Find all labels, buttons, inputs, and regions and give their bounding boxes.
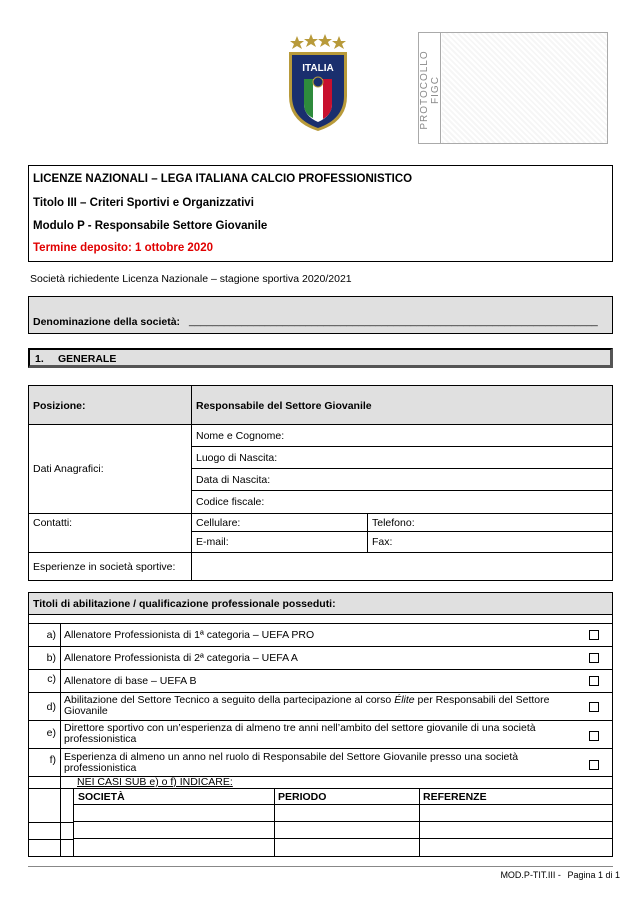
col-header-referenze: REFERENZE (419, 789, 613, 805)
section-1-number: 1. (35, 353, 44, 365)
table-row[interactable] (74, 822, 613, 839)
checkbox-uefa-pro[interactable] (589, 630, 599, 640)
list-item (29, 693, 612, 721)
italia-shield-icon (284, 34, 352, 132)
table-row[interactable] (74, 839, 613, 856)
item-letter: c) (47, 673, 56, 685)
posizione-value: Responsabile del Settore Giovanile (191, 386, 611, 425)
denominazione-box (28, 296, 613, 334)
header-box (28, 165, 613, 262)
nei-casi-label: NEI CASI SUB e) o f) INDICARE: (77, 776, 233, 788)
data-nascita-field[interactable]: Data di Nascita: (192, 469, 612, 491)
telefono-field[interactable]: Telefono: (368, 514, 612, 532)
footer (420, 870, 620, 880)
item-letter: f) (49, 754, 56, 766)
header-termine: Termine deposito: 1 ottobre 2020 (33, 242, 213, 254)
section-1-title: GENERALE (58, 353, 117, 365)
cellulare-field[interactable]: Cellulare: (192, 514, 368, 532)
titoli-table (28, 592, 613, 857)
nei-casi-row (29, 777, 612, 789)
figc-logo (284, 34, 352, 132)
item-text: Esperienza di almeno un anno nel ruolo di Responsabile del Settore Giovanile presso una società professionistica (64, 751, 519, 774)
section-1-header (28, 348, 613, 368)
protocol-label: PROTOCOLLO FIGC (419, 50, 441, 130)
general-table (28, 385, 613, 581)
item-letter: b) (46, 652, 56, 664)
titoli-header: Titoli di abilitazione / qualificazione professionale posseduti: (29, 593, 612, 615)
denominazione-label: Denominazione della società: (33, 316, 181, 328)
protocol-box (418, 32, 608, 144)
esperienze-label: Esperienze in società sportive: (33, 561, 176, 573)
dati-anagrafici-label: Dati Anagrafici: (33, 463, 104, 475)
header-titolo: Titolo III – Criteri Sportivi e Organizzativi (33, 197, 254, 209)
row-divider (29, 822, 73, 823)
header-title: LICENZE NAZIONALI – LEGA ITALIANA CALCIO PROFESSIONISTICO (33, 173, 413, 185)
checkbox-uefa-b[interactable] (589, 676, 599, 686)
footer-rule (28, 866, 613, 867)
table-row[interactable] (74, 805, 613, 822)
list-item (29, 670, 612, 693)
list-item (29, 721, 612, 749)
posizione-label: Posizione: (33, 399, 86, 412)
esperienze-field[interactable] (192, 553, 612, 581)
footer-page: Pagina 1 di 1 (567, 870, 620, 880)
header-modulo: Modulo P - Responsabile Settore Giovanile (33, 220, 268, 232)
protocol-stamp-area (442, 33, 607, 143)
col-header-periodo: PERIODO (274, 789, 419, 805)
item-text: Allenatore Professionista di 2ª categoria – UEFA A (64, 652, 298, 664)
protocol-label-strip (419, 33, 441, 143)
item-text: Abilitazione del Settore Tecnico a seguito della partecipazione al corso Élite per Responsabili del Settore Giovanile (64, 694, 550, 717)
list-item (29, 647, 612, 670)
luogo-nascita-field[interactable]: Luogo di Nascita: (192, 447, 612, 469)
item-letter: d) (46, 701, 56, 713)
checkbox-uefa-a[interactable] (589, 653, 599, 663)
footer-code: MOD.P-TIT.III - (500, 870, 561, 880)
item-text: Allenatore di base – UEFA B (64, 675, 197, 687)
item-text: Allenatore Professionista di 1ª categoria – UEFA PRO (64, 629, 315, 641)
item-letter: e) (46, 727, 56, 739)
row-divider (29, 839, 73, 840)
list-item (29, 749, 612, 777)
email-field[interactable]: E-mail: (192, 532, 368, 552)
svg-text:ITALIA: ITALIA (302, 63, 334, 74)
codice-fiscale-field[interactable]: Codice fiscale: (196, 496, 265, 508)
denominazione-field[interactable]: ______________________________________________________________________ (189, 315, 598, 327)
nome-cognome-field[interactable]: Nome e Cognome: (192, 425, 612, 447)
fax-field[interactable]: Fax: (372, 536, 393, 548)
col-header-societa: SOCIETÀ (74, 789, 274, 805)
list-item (29, 624, 612, 647)
referenze-table (73, 789, 612, 856)
contatti-label: Contatti: (33, 517, 73, 529)
societa-richiedente: Società richiedente Licenza Nazionale – stagione sportiva 2020/2021 (30, 273, 352, 285)
item-text: Direttore sportivo con un’esperienza di almeno tre anni nell’ambito del settore giovanile di una società professionistica (64, 722, 536, 745)
checkbox-direttore[interactable] (589, 731, 599, 741)
checkbox-esperienza[interactable] (589, 760, 599, 770)
checkbox-elite[interactable] (589, 702, 599, 712)
item-letter: a) (46, 629, 56, 641)
